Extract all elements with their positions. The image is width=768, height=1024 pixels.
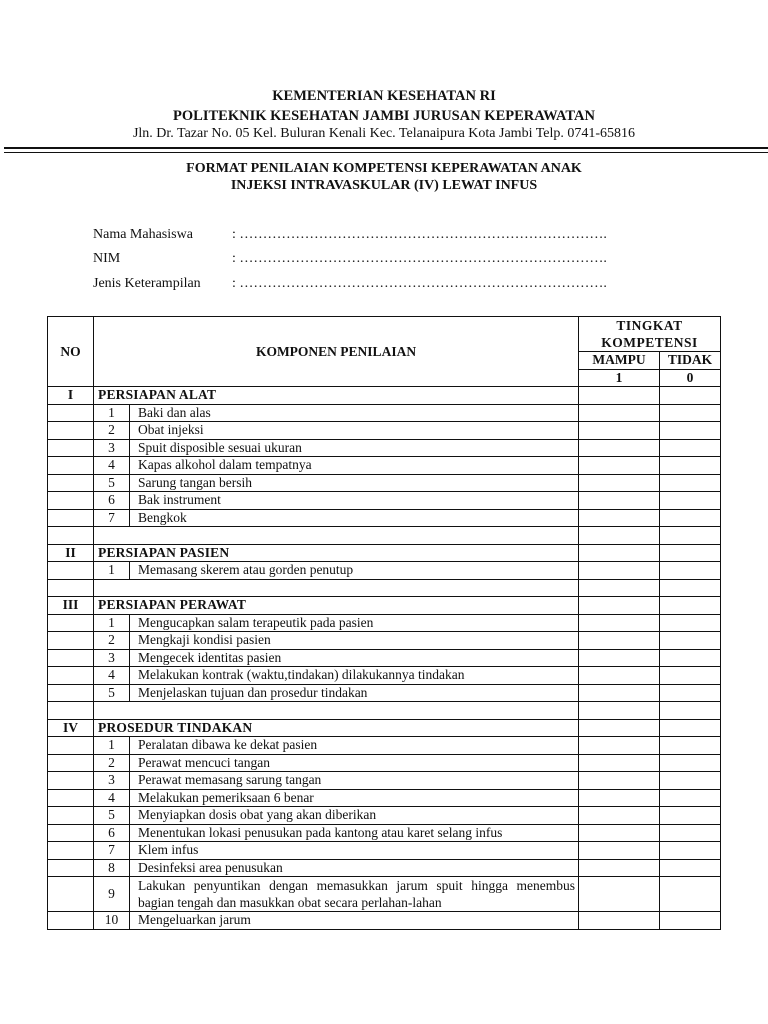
item-number: 1 xyxy=(94,404,130,422)
blank-no-cell xyxy=(48,667,94,685)
item-number: 2 xyxy=(94,632,130,650)
mampu-cell[interactable] xyxy=(579,562,660,580)
item-text: Menyiapkan dosis obat yang akan diberikan xyxy=(130,807,579,825)
section-row xyxy=(48,597,721,615)
header-rule-thin xyxy=(4,152,768,153)
blank-no-cell xyxy=(48,824,94,842)
blank-no-cell xyxy=(48,439,94,457)
item-number: 3 xyxy=(94,649,130,667)
header-tingkat-kompetensi xyxy=(579,317,721,352)
tidak-cell[interactable] xyxy=(660,737,721,755)
empty-cell xyxy=(579,702,660,720)
blank-no-cell xyxy=(48,684,94,702)
tidak-cell[interactable] xyxy=(660,387,721,405)
item-number: 8 xyxy=(94,859,130,877)
institution-heading: POLITEKNIK KESEHATAN JAMBI JURUSAN KEPERAWATAN xyxy=(173,108,595,124)
item-number: 1 xyxy=(94,737,130,755)
item-number: 7 xyxy=(94,509,130,527)
form-subtitle: INJEKSI INTRAVASKULAR (IV) LEWAT INFUS xyxy=(230,178,538,193)
mampu-cell[interactable] xyxy=(579,824,660,842)
institution-address: Jln. Dr. Tazar No. 05 Kel. Buluran Kenali Kec. Telanaipura Kota Jambi Telp. 0741-65816 xyxy=(132,126,636,141)
score-mampu: 1 xyxy=(579,369,660,387)
mampu-cell[interactable] xyxy=(579,842,660,860)
item-number: 5 xyxy=(94,684,130,702)
item-text: Perawat mencuci tangan xyxy=(130,754,579,772)
spacer-row xyxy=(48,527,721,545)
empty-cell xyxy=(48,579,94,597)
blank-no-cell xyxy=(48,422,94,440)
empty-cell xyxy=(660,527,721,545)
item-text: Memasang skerem atau gorden penutup xyxy=(130,562,579,580)
item-number: 5 xyxy=(94,807,130,825)
table-row xyxy=(48,737,721,755)
table-row xyxy=(48,422,721,440)
tidak-cell[interactable] xyxy=(660,842,721,860)
header-komponen: KOMPONEN PENILAIAN xyxy=(94,317,579,387)
ministry-heading: KEMENTERIAN KESEHATAN RI xyxy=(272,88,496,104)
score-tidak: 0 xyxy=(660,369,721,387)
mampu-cell[interactable] xyxy=(579,859,660,877)
mampu-cell[interactable] xyxy=(579,667,660,685)
section-row xyxy=(48,387,721,405)
item-text: Bak instrument xyxy=(130,492,579,510)
mampu-cell[interactable] xyxy=(579,422,660,440)
item-number: 9 xyxy=(94,877,130,912)
item-text: Perawat memasang sarung tangan xyxy=(130,772,579,790)
table-row xyxy=(48,492,721,510)
mampu-cell[interactable] xyxy=(579,474,660,492)
empty-cell xyxy=(660,579,721,597)
tidak-cell[interactable] xyxy=(660,422,721,440)
tidak-cell[interactable] xyxy=(660,667,721,685)
blank-no-cell xyxy=(48,649,94,667)
table-row xyxy=(48,632,721,650)
field-value-nama[interactable]: : ……………………………………………………………………. xyxy=(232,227,607,242)
tidak-cell[interactable] xyxy=(660,877,721,912)
table-row xyxy=(48,754,721,772)
item-text: Menjelaskan tujuan dan prosedur tindakan xyxy=(130,684,579,702)
item-number: 4 xyxy=(94,667,130,685)
table-row xyxy=(48,562,721,580)
tidak-cell[interactable] xyxy=(660,912,721,930)
blank-no-cell xyxy=(48,492,94,510)
tidak-cell[interactable] xyxy=(660,544,721,562)
table-row xyxy=(48,877,721,912)
mampu-cell[interactable] xyxy=(579,649,660,667)
tidak-cell[interactable] xyxy=(660,772,721,790)
section-number: II xyxy=(48,544,94,562)
item-text: Menentukan lokasi penusukan pada kantong atau karet selang infus xyxy=(130,824,579,842)
item-number: 1 xyxy=(94,562,130,580)
header-mampu: MAMPU xyxy=(579,352,660,370)
item-text: Lakukan penyuntikan dengan memasukkan jarum spuit hingga menembus bagian tengah dan masukkan obat secara perlahan-lahan xyxy=(130,877,579,912)
item-text: Mengkaji kondisi pasien xyxy=(130,632,579,650)
item-number: 6 xyxy=(94,824,130,842)
mampu-cell[interactable] xyxy=(579,404,660,422)
item-text: Melakukan pemeriksaan 6 benar xyxy=(130,789,579,807)
mampu-cell[interactable] xyxy=(579,544,660,562)
blank-no-cell xyxy=(48,632,94,650)
item-text: Desinfeksi area penusukan xyxy=(130,859,579,877)
mampu-cell[interactable] xyxy=(579,387,660,405)
item-text: Melakukan kontrak (waktu,tindakan) dilakukannya tindakan xyxy=(130,667,579,685)
field-label-nama: Nama Mahasiswa xyxy=(93,227,193,242)
blank-no-cell xyxy=(48,457,94,475)
assessment-table xyxy=(47,316,721,930)
table-row xyxy=(48,457,721,475)
table-row xyxy=(48,404,721,422)
blank-no-cell xyxy=(48,912,94,930)
tidak-cell[interactable] xyxy=(660,824,721,842)
section-number: I xyxy=(48,387,94,405)
mampu-cell[interactable] xyxy=(579,457,660,475)
empty-cell xyxy=(94,702,579,720)
tidak-cell[interactable] xyxy=(660,614,721,632)
section-title: PERSIAPAN PERAWAT xyxy=(94,597,579,615)
empty-cell xyxy=(48,702,94,720)
item-text: Bengkok xyxy=(130,509,579,527)
item-number: 3 xyxy=(94,439,130,457)
field-value-nim[interactable]: : ……………………………………………………………………. xyxy=(232,251,607,266)
table-row xyxy=(48,912,721,930)
blank-no-cell xyxy=(48,877,94,912)
header-rule-thick xyxy=(4,147,768,149)
spacer-row xyxy=(48,579,721,597)
table-row xyxy=(48,649,721,667)
item-number: 2 xyxy=(94,422,130,440)
blank-no-cell xyxy=(48,404,94,422)
item-text: Mengecek identitas pasien xyxy=(130,649,579,667)
section-number: IV xyxy=(48,719,94,737)
blank-no-cell xyxy=(48,789,94,807)
blank-no-cell xyxy=(48,772,94,790)
header-no: NO xyxy=(48,317,94,387)
empty-cell xyxy=(660,702,721,720)
item-number: 2 xyxy=(94,754,130,772)
table-row xyxy=(48,824,721,842)
item-number: 4 xyxy=(94,457,130,475)
tidak-cell[interactable] xyxy=(660,632,721,650)
item-text: Mengucapkan salam terapeutik pada pasien xyxy=(130,614,579,632)
empty-cell xyxy=(579,527,660,545)
field-label-nim: NIM xyxy=(93,251,121,266)
mampu-cell[interactable] xyxy=(579,789,660,807)
table-row xyxy=(48,667,721,685)
item-text: Sarung tangan bersih xyxy=(130,474,579,492)
section-title: PERSIAPAN PASIEN xyxy=(94,544,579,562)
mampu-cell[interactable] xyxy=(579,492,660,510)
item-text: Kapas alkohol dalam tempatnya xyxy=(130,457,579,475)
blank-no-cell xyxy=(48,859,94,877)
tidak-cell[interactable] xyxy=(660,562,721,580)
empty-cell xyxy=(94,579,579,597)
item-number: 5 xyxy=(94,474,130,492)
mampu-cell[interactable] xyxy=(579,509,660,527)
table-row xyxy=(48,772,721,790)
item-text: Peralatan dibawa ke dekat pasien xyxy=(130,737,579,755)
table-row xyxy=(48,474,721,492)
tidak-cell[interactable] xyxy=(660,597,721,615)
tidak-cell[interactable] xyxy=(660,754,721,772)
empty-cell xyxy=(579,579,660,597)
blank-no-cell xyxy=(48,562,94,580)
blank-no-cell xyxy=(48,614,94,632)
item-number: 6 xyxy=(94,492,130,510)
table-row xyxy=(48,789,721,807)
item-text: Obat injeksi xyxy=(130,422,579,440)
item-text: Baki dan alas xyxy=(130,404,579,422)
header-tidak: TIDAK xyxy=(660,352,721,370)
tidak-cell[interactable] xyxy=(660,649,721,667)
field-value-keterampilan[interactable]: : ……………………………………………………………………. xyxy=(232,276,607,291)
item-number: 3 xyxy=(94,772,130,790)
tidak-cell[interactable] xyxy=(660,807,721,825)
tidak-cell[interactable] xyxy=(660,492,721,510)
mampu-cell[interactable] xyxy=(579,632,660,650)
blank-no-cell xyxy=(48,842,94,860)
blank-no-cell xyxy=(48,737,94,755)
spacer-row xyxy=(48,702,721,720)
tidak-cell[interactable] xyxy=(660,404,721,422)
table-row xyxy=(48,509,721,527)
item-number: 1 xyxy=(94,614,130,632)
mampu-cell[interactable] xyxy=(579,754,660,772)
section-title: PROSEDUR TINDAKAN xyxy=(94,719,579,737)
section-row xyxy=(48,544,721,562)
tidak-cell[interactable] xyxy=(660,439,721,457)
mampu-cell[interactable] xyxy=(579,807,660,825)
tidak-cell[interactable] xyxy=(660,719,721,737)
mampu-cell[interactable] xyxy=(579,684,660,702)
blank-no-cell xyxy=(48,807,94,825)
table-row xyxy=(48,807,721,825)
item-text: Klem infus xyxy=(130,842,579,860)
tidak-cell[interactable] xyxy=(660,789,721,807)
mampu-cell[interactable] xyxy=(579,597,660,615)
item-number: 10 xyxy=(94,912,130,930)
empty-cell xyxy=(48,527,94,545)
form-title: FORMAT PENILAIAN KOMPETENSI KEPERAWATAN ANAK xyxy=(186,161,582,176)
mampu-cell[interactable] xyxy=(579,439,660,457)
mampu-cell[interactable] xyxy=(579,772,660,790)
mampu-cell[interactable] xyxy=(579,719,660,737)
tidak-cell[interactable] xyxy=(660,457,721,475)
field-label-keterampilan: Jenis Keterampilan xyxy=(93,276,201,291)
empty-cell xyxy=(94,527,579,545)
mampu-cell[interactable] xyxy=(579,737,660,755)
mampu-cell[interactable] xyxy=(579,614,660,632)
table-row xyxy=(48,614,721,632)
item-number: 7 xyxy=(94,842,130,860)
section-row xyxy=(48,719,721,737)
item-text: Spuit disposible sesuai ukuran xyxy=(130,439,579,457)
item-number: 4 xyxy=(94,789,130,807)
tidak-cell[interactable] xyxy=(660,474,721,492)
table-row xyxy=(48,842,721,860)
table-row xyxy=(48,859,721,877)
tidak-cell[interactable] xyxy=(660,859,721,877)
table-row xyxy=(48,439,721,457)
tidak-cell[interactable] xyxy=(660,684,721,702)
blank-no-cell xyxy=(48,754,94,772)
blank-no-cell xyxy=(48,474,94,492)
section-number: III xyxy=(48,597,94,615)
mampu-cell[interactable] xyxy=(579,912,660,930)
item-text: Mengeluarkan jarum xyxy=(130,912,579,930)
mampu-cell[interactable] xyxy=(579,877,660,912)
header-kompetensi: KOMPETENSI xyxy=(601,335,698,350)
section-title: PERSIAPAN ALAT xyxy=(94,387,579,405)
blank-no-cell xyxy=(48,509,94,527)
header-tingkat: TINGKAT xyxy=(616,318,683,333)
tidak-cell[interactable] xyxy=(660,509,721,527)
table-row xyxy=(48,684,721,702)
